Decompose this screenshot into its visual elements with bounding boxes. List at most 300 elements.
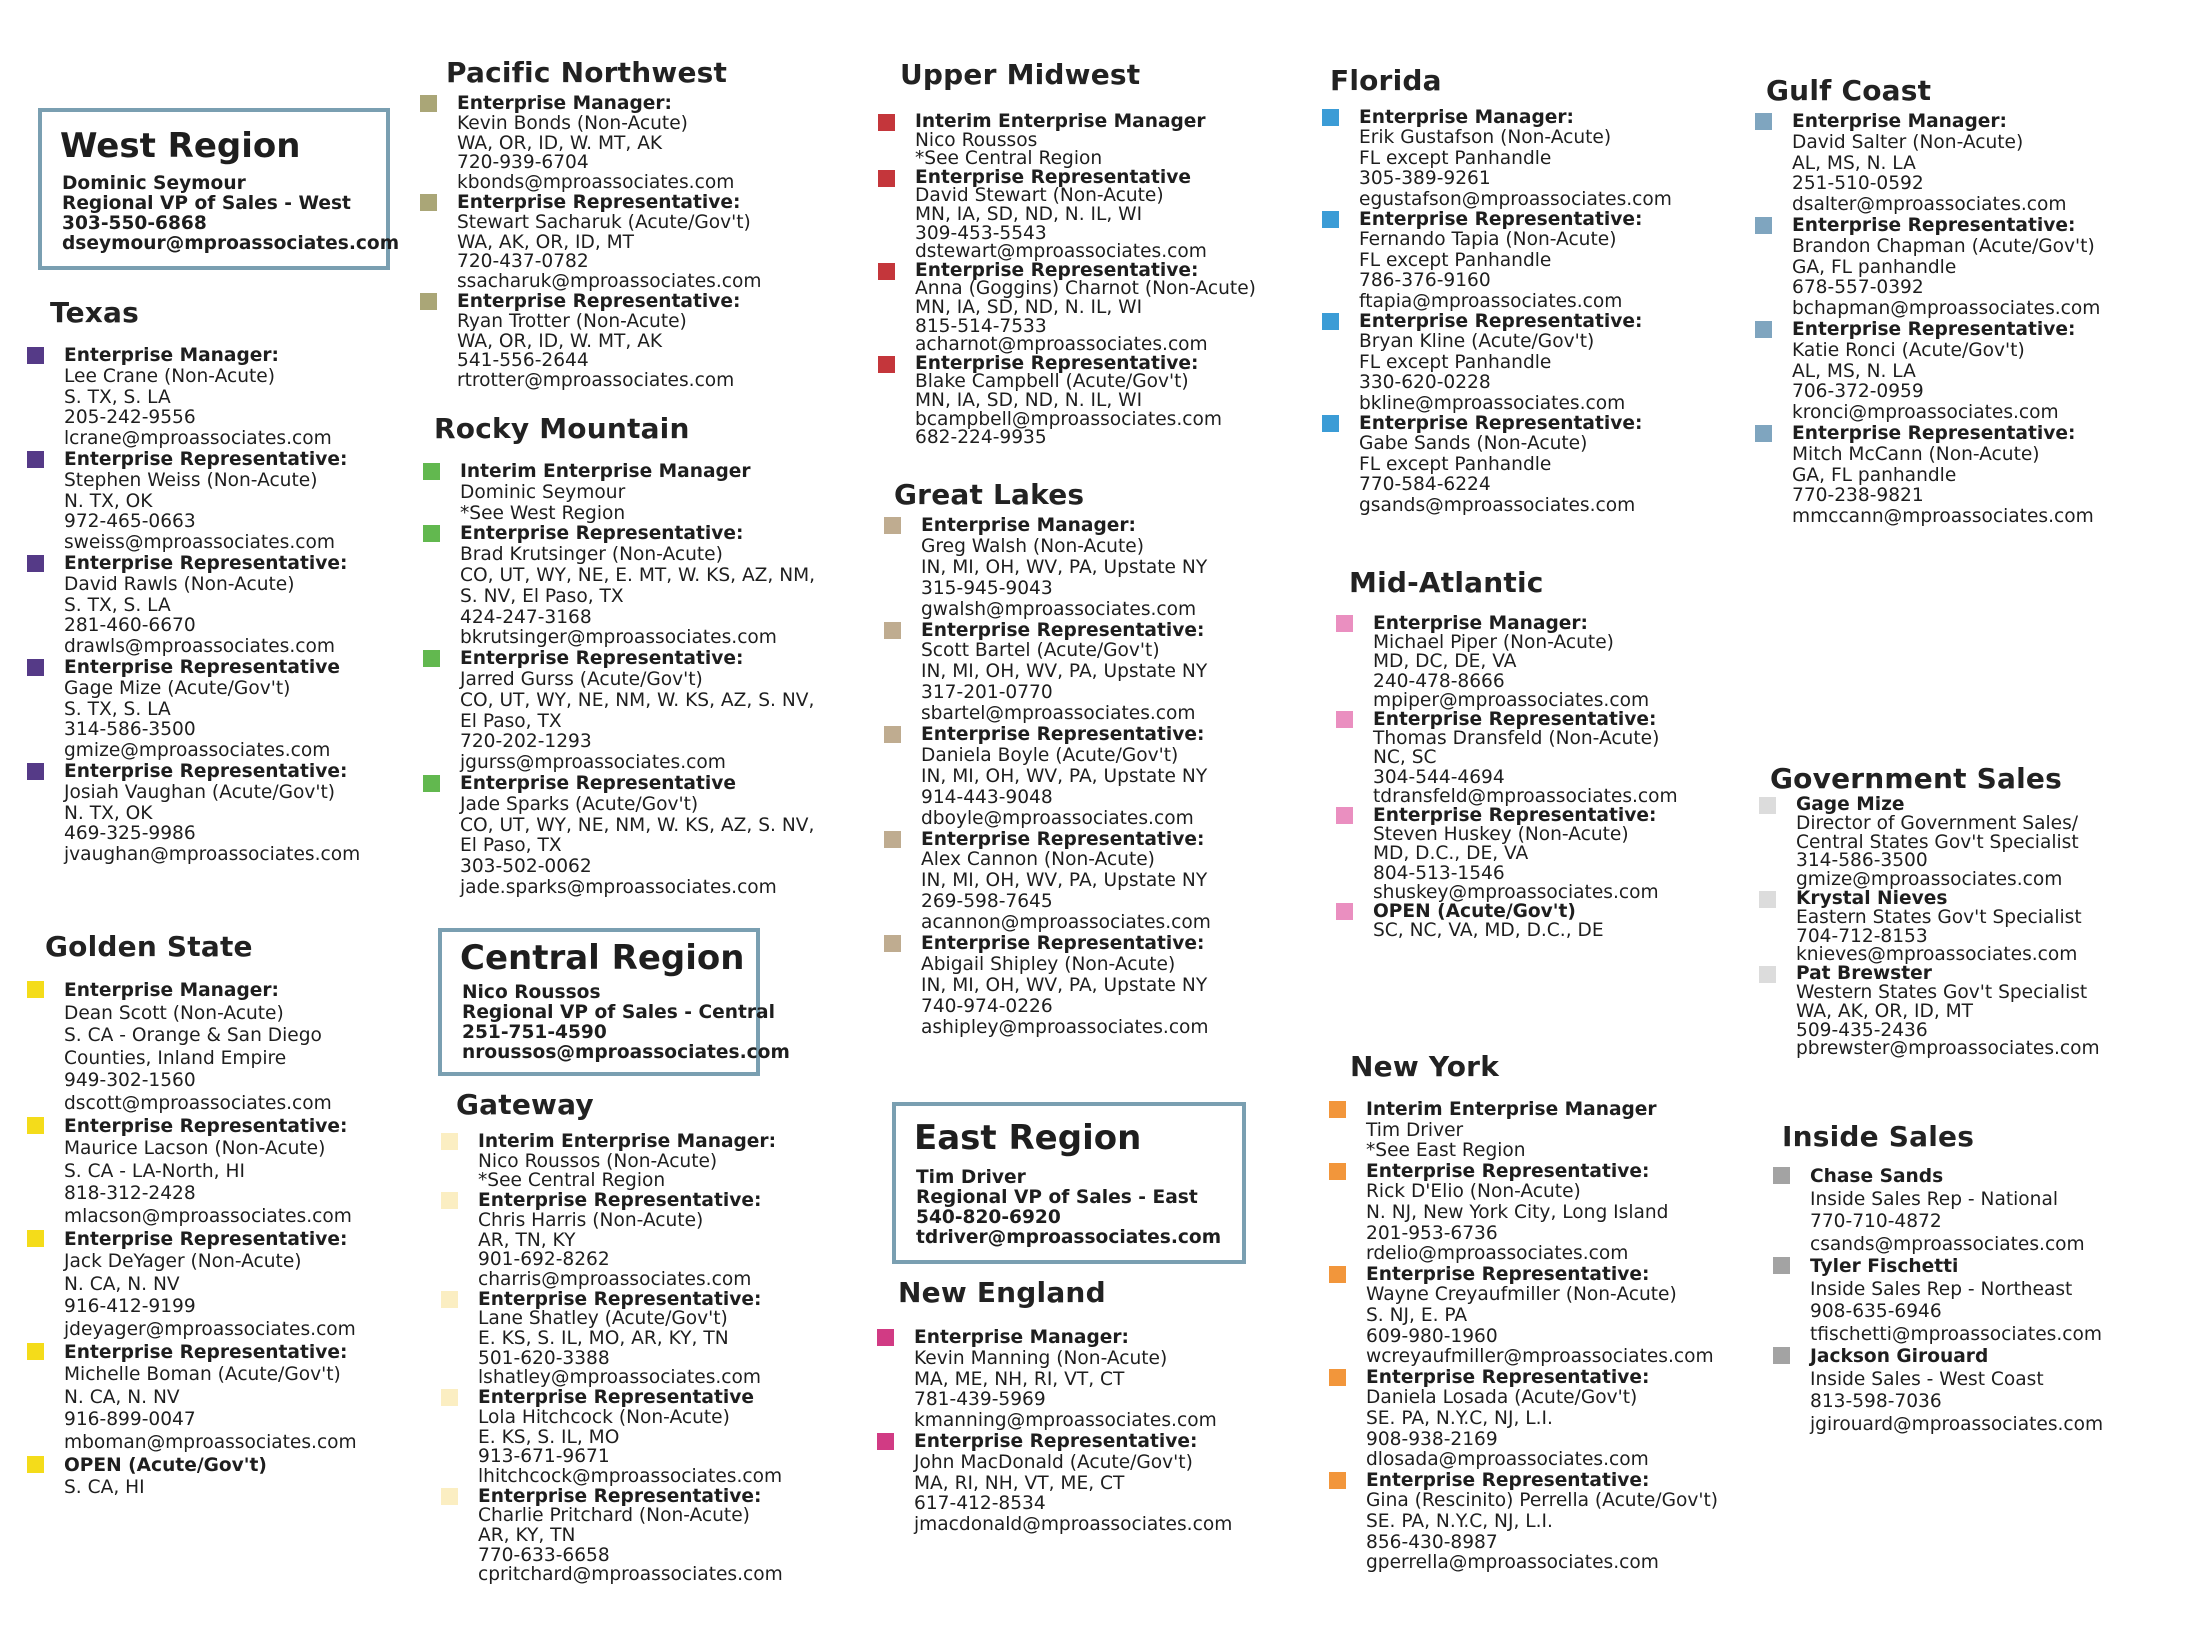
email-link[interactable]: egustafson@mproassociates.com [1359,188,1672,210]
entry-line: Thomas Dransfeld (Non-Acute) [1373,728,1660,750]
email-link[interactable]: dscott@mproassociates.com [64,1092,332,1114]
entry-line: 913-671-9671 [478,1446,610,1468]
email-link[interactable]: lhitchcock@mproassociates.com [478,1465,783,1487]
new-york-entry [1366,1100,1657,1162]
entry-line: Brandon Chapman (Acute/Gov't) [1792,235,2095,257]
gateway-entry [478,1388,782,1487]
east-region-line: Tim Driver [916,1167,1026,1188]
entry-line: Bryan Kline (Acute/Gov't) [1359,331,1595,353]
entry-title: Enterprise Representative [915,166,1191,188]
central-region-line: Nico Roussos [462,982,601,1003]
email-link[interactable]: dstewart@mproassociates.com [915,241,1207,263]
entry-line: CO, UT, WY, NE, NM, W. KS, AZ, S. NV, [460,689,815,711]
mid-atlantic-entry [1373,806,1659,902]
entry-line: MN, IA, SD, ND, N. IL, WI [915,203,1143,225]
west-region-line: dseymour@mproassociates.com [62,233,400,254]
entry-title: Enterprise Representative: [1366,1160,1650,1182]
gateway-entry [478,1132,776,1191]
entry-line: Alex Cannon (Non-Acute) [921,849,1155,871]
legend-square-icon [1322,109,1339,126]
gulf-coast-entry [1792,112,2067,216]
entry-line: Mitch McCann (Non-Acute) [1792,443,2040,465]
pacific-northwest-entry [457,193,761,292]
email-link[interactable]: ashipley@mproassociates.com [921,1016,1209,1038]
entry-line: 856-430-8987 [1366,1531,1498,1553]
legend-square-icon [420,194,437,211]
entry-line: 424-247-3168 [460,606,592,628]
entry-title: Enterprise Representative [460,773,736,794]
entry-line: WA, OR, ID, W. MT, AK [457,330,663,352]
east-region-title: East Region [914,1118,1142,1158]
entry-title: Enterprise Representative: [64,1115,348,1137]
gulf-coast-heading: Gulf Coast [1766,74,1932,107]
email-link[interactable]: bcampbell@mproassociates.com [915,408,1222,430]
entry-line: El Paso, TX [460,835,562,857]
entry-line: 314-586-3500 [1796,850,1928,872]
entry-line: NC, SC [1373,747,1437,769]
west-region-title: West Region [60,126,301,166]
email-link[interactable]: tdransfeld@mproassociates.com [1373,785,1678,807]
entry-title: Enterprise Representative: [1373,709,1657,730]
entry-line: E. KS, S. IL, MO, AR, KY, TN [478,1328,729,1349]
entry-line: 720-437-0782 [457,251,589,273]
entry-line: 314-586-3500 [64,719,196,741]
legend-square-icon [884,726,901,743]
florida-entry [1359,108,1672,210]
entry-title: Enterprise Representative: [921,724,1205,745]
entry-line: 303-502-0062 [460,856,592,878]
entry-line: 315-945-9043 [921,577,1053,599]
email-link[interactable]: gwalsh@mproassociates.com [921,598,1197,620]
entry-line: IN, MI, OH, WV, PA, Upstate NY [921,661,1208,683]
entry-line: FL except Panhandle [1359,147,1552,169]
pacific-northwest-entry [457,94,734,193]
florida-entry [1359,312,1642,414]
entry-line: S. NV, El Paso, TX [460,585,624,607]
entry-title: Enterprise Representative: [64,1341,348,1363]
legend-square-icon [1322,211,1339,228]
entry-line: 281-460-6670 [64,615,196,637]
entry-line: WA, OR, ID, W. MT, AK [457,132,663,154]
golden-state-entry [64,1455,267,1500]
entry-line: 740-974-0226 [921,995,1053,1017]
email-link[interactable]: rtrotter@mproassociates.com [457,370,735,392]
entry-line: 317-201-0770 [921,682,1053,704]
entry-line: 269-598-7645 [921,891,1053,913]
email-link[interactable]: gperrella@mproassociates.com [1366,1552,1659,1574]
entry-title: Jackson Girouard [1810,1346,1989,1367]
entry-line: AL, MS, N. LA [1792,152,1916,174]
entry-line: Dominic Seymour [460,481,626,503]
legend-square-icon [441,1488,458,1505]
legend-square-icon [1322,415,1339,432]
entry-line: WA, AK, OR, ID, MT [1796,1000,1974,1022]
government-sales-entry [1796,890,2082,965]
email-link[interactable]: pbrewster@mproassociates.com [1796,1038,2100,1060]
email-link[interactable]: jgurss@mproassociates.com [460,752,726,774]
entry-line: 781-439-5969 [914,1389,1046,1411]
entry-line: Charlie Pritchard (Non-Acute) [478,1505,750,1527]
entry-line: David Stewart (Non-Acute) [915,185,1164,207]
entry-line: S. NJ, E. PA [1366,1304,1468,1326]
email-link[interactable]: wcreyaufmiller@mproassociates.com [1366,1346,1714,1368]
central-region-box [438,928,790,1076]
email-link[interactable]: kbonds@mproassociates.com [457,172,735,194]
entry-line: Kevin Manning (Non-Acute) [914,1347,1168,1369]
entry-line: MN, IA, SD, ND, N. IL, WI [915,296,1143,318]
entry-title: Gage Mize [1796,794,1905,815]
entry-title: Krystal Nieves [1796,888,1948,909]
west-region-contact [62,174,399,254]
legend-square-icon [884,622,901,639]
entry-line: Counties, Inland Empire [64,1047,287,1069]
entry-line: 682-224-9935 [915,427,1047,449]
email-link[interactable]: dsalter@mproassociates.com [1792,194,2067,216]
entry-line: Inside Sales Rep - National [1810,1188,2059,1210]
legend-square-icon [1336,711,1353,728]
new-york-entry [1366,1265,1714,1368]
email-link[interactable]: jmacdonald@mproassociates.com [914,1514,1233,1536]
entry-title: Interim Enterprise Manager [460,461,751,482]
legend-square-icon [878,356,895,373]
entry-line: 908-635-6946 [1810,1301,1942,1322]
texas-entry [64,450,347,554]
legend-square-icon [27,1117,44,1134]
legend-square-icon [1759,797,1776,814]
legend-square-icon [1773,1257,1790,1274]
entry-title: Enterprise Representative: [921,933,1205,954]
entry-line: N. TX, OK [64,802,153,824]
legend-square-icon [423,525,440,542]
entry-line: 469-325-9986 [64,823,196,845]
entry-line: IN, MI, OH, WV, PA, Upstate NY [921,870,1208,892]
mid-atlantic-heading: Mid-Atlantic [1349,566,1544,599]
great-lakes-entry [921,934,1209,1039]
email-link[interactable]: cpritchard@mproassociates.com [478,1564,783,1586]
entry-line: *See West Region [460,502,626,524]
entry-line: IN, MI, OH, WV, PA, Upstate NY [921,556,1208,578]
inside-sales-entry [1810,1256,2102,1346]
florida-entry [1359,210,1642,312]
email-link[interactable]: shuskey@mproassociates.com [1373,881,1659,903]
email-link[interactable]: csands@mproassociates.com [1810,1233,2085,1255]
entry-line: Lola Hitchcock (Non-Acute) [478,1406,730,1428]
email-link[interactable]: acharnot@mproassociates.com [915,334,1208,356]
email-link[interactable]: gmize@mproassociates.com [64,740,331,762]
new-york-heading: New York [1350,1050,1500,1083]
texas-entry [64,554,347,658]
legend-square-icon [1329,1472,1346,1489]
email-link[interactable]: ssacharuk@mproassociates.com [457,271,762,293]
rocky-mountain-entry [460,462,751,524]
email-link[interactable]: charris@mproassociates.com [478,1268,752,1290]
email-link[interactable]: jade.sparks@mproassociates.com [460,876,777,898]
legend-square-icon [1755,321,1772,338]
entry-line: SC, NC, VA, MD, D.C., DE [1373,920,1604,942]
email-link[interactable]: jgirouard@mproassociates.com [1810,1413,2104,1435]
email-link[interactable]: sbartel@mproassociates.com [921,703,1196,725]
legend-square-icon [1329,1101,1346,1118]
entry-line: Western States Gov't Specialist [1796,981,2088,1003]
entry-line: 201-953-6736 [1366,1222,1498,1244]
entry-line: John MacDonald (Acute/Gov't) [914,1451,1193,1473]
entry-title: Interim Enterprise Manager: [478,1131,777,1152]
email-link[interactable]: bchapman@mproassociates.com [1792,298,2101,320]
email-link[interactable]: jdeyager@mproassociates.com [64,1318,356,1340]
legend-square-icon [27,763,44,780]
entry-line: 501-620-3388 [478,1347,610,1369]
mid-atlantic-entry [1373,614,1649,710]
legend-square-icon [423,463,440,480]
entry-title: Pat Brewster [1796,963,1932,985]
entry-title: Enterprise Representative: [64,1228,348,1250]
entry-title: Enterprise Representative: [1359,209,1643,230]
upper-midwest-entry [915,166,1207,263]
email-link[interactable]: mmccann@mproassociates.com [1792,506,2094,528]
upper-midwest-entry [915,259,1256,356]
gulf-coast-entry [1792,216,2100,320]
legend-square-icon [1329,1369,1346,1386]
entry-line: Inside Sales Rep - Northeast [1810,1278,2073,1300]
entry-title: Enterprise Representative: [1792,215,2076,236]
entry-title: Enterprise Manager: [1373,613,1588,634]
inside-sales-heading: Inside Sales [1782,1120,1975,1153]
legend-square-icon [27,659,44,676]
east-region-line: Regional VP of Sales - East [916,1187,1198,1208]
entry-title: Enterprise Manager: [914,1327,1129,1348]
legend-square-icon [423,650,440,667]
entry-line: 815-514-7533 [915,315,1047,337]
mid-atlantic-entry [1373,710,1678,806]
entry-line: Gabe Sands (Non-Acute) [1359,433,1588,455]
entry-line: N. CA, N. NV [64,1273,180,1295]
legend-square-icon [878,170,895,187]
central-region-title: Central Region [460,938,745,978]
entry-line: Stewart Sacharuk (Acute/Gov't) [457,211,751,233]
email-link[interactable]: sweiss@mproassociates.com [64,532,335,554]
email-link[interactable]: gmize@mproassociates.com [1796,869,2063,891]
entry-line: CO, UT, WY, NE, E. MT, W. KS, AZ, NM, [460,564,816,586]
legend-square-icon [1336,615,1353,632]
email-link[interactable]: acannon@mproassociates.com [921,912,1211,934]
texas-entry [64,346,332,450]
entry-line: 304-544-4694 [1373,766,1505,788]
entry-title: Enterprise Manager: [1359,107,1574,128]
entry-title: Enterprise Representative: [64,449,348,470]
legend-square-icon [27,555,44,572]
rocky-mountain-entry [460,524,815,649]
mid-atlantic-entry [1373,902,1604,940]
entry-title: Interim Enterprise Manager [915,111,1206,132]
entry-line: MD, D.C., DE, VA [1373,843,1529,865]
inside-sales-entry [1810,1346,2103,1436]
gateway-entry [478,1487,783,1586]
email-link[interactable]: knieves@mproassociates.com [1796,944,2078,966]
legend-square-icon [877,1433,894,1450]
legend-square-icon [1759,966,1776,983]
legend-square-icon [1329,1163,1346,1180]
entry-line: *See Central Region [915,148,1103,170]
entry-title: Enterprise Representative: [921,619,1205,641]
entry-line: Nico Roussos [915,129,1038,151]
entry-line: David Salter (Non-Acute) [1792,131,2024,153]
entry-line: Lane Shatley (Acute/Gov't) [478,1308,728,1330]
legend-square-icon [420,95,437,112]
entry-line: Chris Harris (Non-Acute) [478,1209,704,1231]
entry-line: 813-598-7036 [1810,1391,1942,1412]
legend-square-icon [878,114,895,131]
great-lakes-entry [921,830,1211,935]
entry-line: Anna (Goggins) Charnot (Non-Acute) [915,278,1256,300]
entry-line: Tim Driver [1366,1119,1464,1141]
new-england-heading: New England [898,1276,1106,1309]
entry-line: 704-712-8153 [1796,925,1928,947]
email-link[interactable]: rdelio@mproassociates.com [1366,1243,1629,1265]
gateway-entry [478,1191,761,1290]
inside-sales-entry [1810,1166,2085,1256]
entry-line: 678-557-0392 [1792,277,1924,299]
legend-square-icon [1773,1347,1790,1364]
email-link[interactable]: jvaughan@mproassociates.com [64,844,361,866]
entry-line: Katie Ronci (Acute/Gov't) [1792,339,2025,361]
entry-line: 916-412-9199 [64,1296,196,1318]
great-lakes-entry [921,516,1207,621]
entry-title: Enterprise Representative: [921,828,1205,850]
entry-title: Enterprise Representative [478,1387,754,1409]
entry-title: Enterprise Representative: [914,1431,1198,1452]
entry-title: Enterprise Representative: [457,291,741,312]
entry-line: Dean Scott (Non-Acute) [64,1002,284,1024]
email-link[interactable]: kmanning@mproassociates.com [914,1410,1217,1432]
email-link[interactable]: dboyle@mproassociates.com [921,807,1194,829]
entry-line: S. CA - Orange & San Diego [64,1025,322,1047]
legend-square-icon [1759,891,1776,908]
entry-line: Director of Government Sales/ [1796,812,2079,834]
entry-line: N. NJ, New York City, Long Island [1366,1201,1669,1223]
entry-line: Central States Gov't Specialist [1796,831,2079,853]
entry-title: Enterprise Representative: [915,352,1199,374]
entry-line: MA, RI, NH, VT, ME, CT [914,1472,1125,1494]
entry-line: Jarred Gurss (Acute/Gov't) [460,668,703,690]
legend-square-icon [1755,425,1772,442]
email-link[interactable]: ftapia@mproassociates.com [1359,290,1623,312]
golden-state-entry [64,980,332,1116]
email-link[interactable]: dlosada@mproassociates.com [1366,1449,1649,1471]
entry-line: Nico Roussos (Non-Acute) [478,1150,718,1172]
entry-line: MD, DC, DE, VA [1373,651,1517,673]
entry-line: 251-510-0592 [1792,173,1924,195]
new-england-entry [914,1432,1232,1536]
legend-square-icon [441,1291,458,1308]
email-link[interactable]: lcrane@mproassociates.com [64,428,332,450]
east-region-box [892,1102,1246,1264]
entry-line: 240-478-8666 [1373,670,1505,692]
entry-title: Enterprise Representative: [457,192,741,213]
upper-midwest-heading: Upper Midwest [900,58,1141,91]
great-lakes-entry [921,725,1207,830]
entry-title: Enterprise Representative: [460,648,744,670]
entry-line: 509-435-2436 [1796,1019,1928,1041]
email-link[interactable]: mboman@mproassociates.com [64,1431,357,1453]
email-link[interactable]: tfischetti@mproassociates.com [1810,1323,2102,1345]
entry-line: IN, MI, OH, WV, PA, Upstate NY [921,974,1208,996]
entry-title: Enterprise Representative: [1373,805,1657,826]
legend-square-icon [878,263,895,280]
legend-square-icon [877,1329,894,1346]
new-england-entry [914,1328,1217,1432]
entry-line: Jade Sparks (Acute/Gov't) [460,793,699,815]
email-link[interactable]: lshatley@mproassociates.com [478,1367,762,1389]
legend-square-icon [27,1456,44,1473]
rocky-mountain-entry [460,649,814,774]
entry-line: 330-620-0228 [1359,372,1491,394]
entry-line: AR, KY, TN [478,1525,576,1546]
entry-title: OPEN (Acute/Gov't) [1373,901,1576,922]
entry-line: Scott Bartel (Acute/Gov't) [921,640,1160,662]
gateway-heading: Gateway [456,1088,594,1121]
legend-square-icon [1322,313,1339,330]
legend-square-icon [1336,903,1353,920]
entry-line: Michael Piper (Non-Acute) [1373,632,1614,654]
entry-line: 305-389-9261 [1359,168,1491,190]
west-region-box [38,108,400,270]
legend-square-icon [420,293,437,310]
legend-square-icon [423,775,440,792]
entry-line: *See East Region [1366,1140,1526,1162]
entry-line: Lee Crane (Non-Acute) [64,365,275,387]
email-link[interactable]: kronci@mproassociates.com [1792,402,2059,424]
legend-square-icon [441,1389,458,1406]
entry-title: Enterprise Representative: [478,1288,762,1310]
entry-line: S. TX, S. LA [64,386,171,408]
email-link[interactable]: mlacson@mproassociates.com [64,1205,352,1227]
email-link[interactable]: bkrutsinger@mproassociates.com [460,627,777,649]
email-link[interactable]: drawls@mproassociates.com [64,636,335,658]
entry-line: Gina (Rescinito) Perrella (Acute/Gov't) [1366,1490,1719,1512]
entry-line: 205-242-9556 [64,407,196,429]
entry-line: 804-513-1546 [1373,862,1505,884]
government-sales-heading: Government Sales [1770,762,2062,795]
entry-line: SE. PA, N.Y.C, NJ, L.I. [1366,1510,1553,1532]
legend-square-icon [441,1192,458,1209]
florida-heading: Florida [1330,64,1442,97]
texas-entry [64,762,360,866]
golden-state-entry [64,1342,357,1455]
email-link[interactable]: gsands@mproassociates.com [1359,494,1636,516]
entry-line: 818-312-2428 [64,1183,196,1205]
entry-title: Enterprise Representative: [478,1485,762,1507]
email-link[interactable]: mpiper@mproassociates.com [1373,689,1650,711]
legend-square-icon [27,981,44,998]
entry-title: Chase Sands [1810,1166,1944,1187]
entry-title: Tyler Fischetti [1810,1256,1959,1277]
entry-title: Enterprise Representative: [1366,1469,1650,1491]
entry-title: Interim Enterprise Manager [1366,1099,1657,1120]
legend-square-icon [884,831,901,848]
entry-title: Enterprise Manager: [64,980,279,1001]
great-lakes-heading: Great Lakes [894,478,1085,511]
central-region-line: nroussos@mproassociates.com [462,1042,790,1063]
email-link[interactable]: bkline@mproassociates.com [1359,392,1626,414]
legend-square-icon [1755,113,1772,130]
entry-line: 770-710-4872 [1810,1211,1942,1232]
legend-square-icon [1755,217,1772,234]
gulf-coast-entry [1792,424,2094,528]
rocky-mountain-heading: Rocky Mountain [434,412,690,445]
west-region-line: Dominic Seymour [62,173,246,194]
golden-state-heading: Golden State [45,930,253,963]
entry-line: WA, AK, OR, ID, MT [457,231,635,253]
